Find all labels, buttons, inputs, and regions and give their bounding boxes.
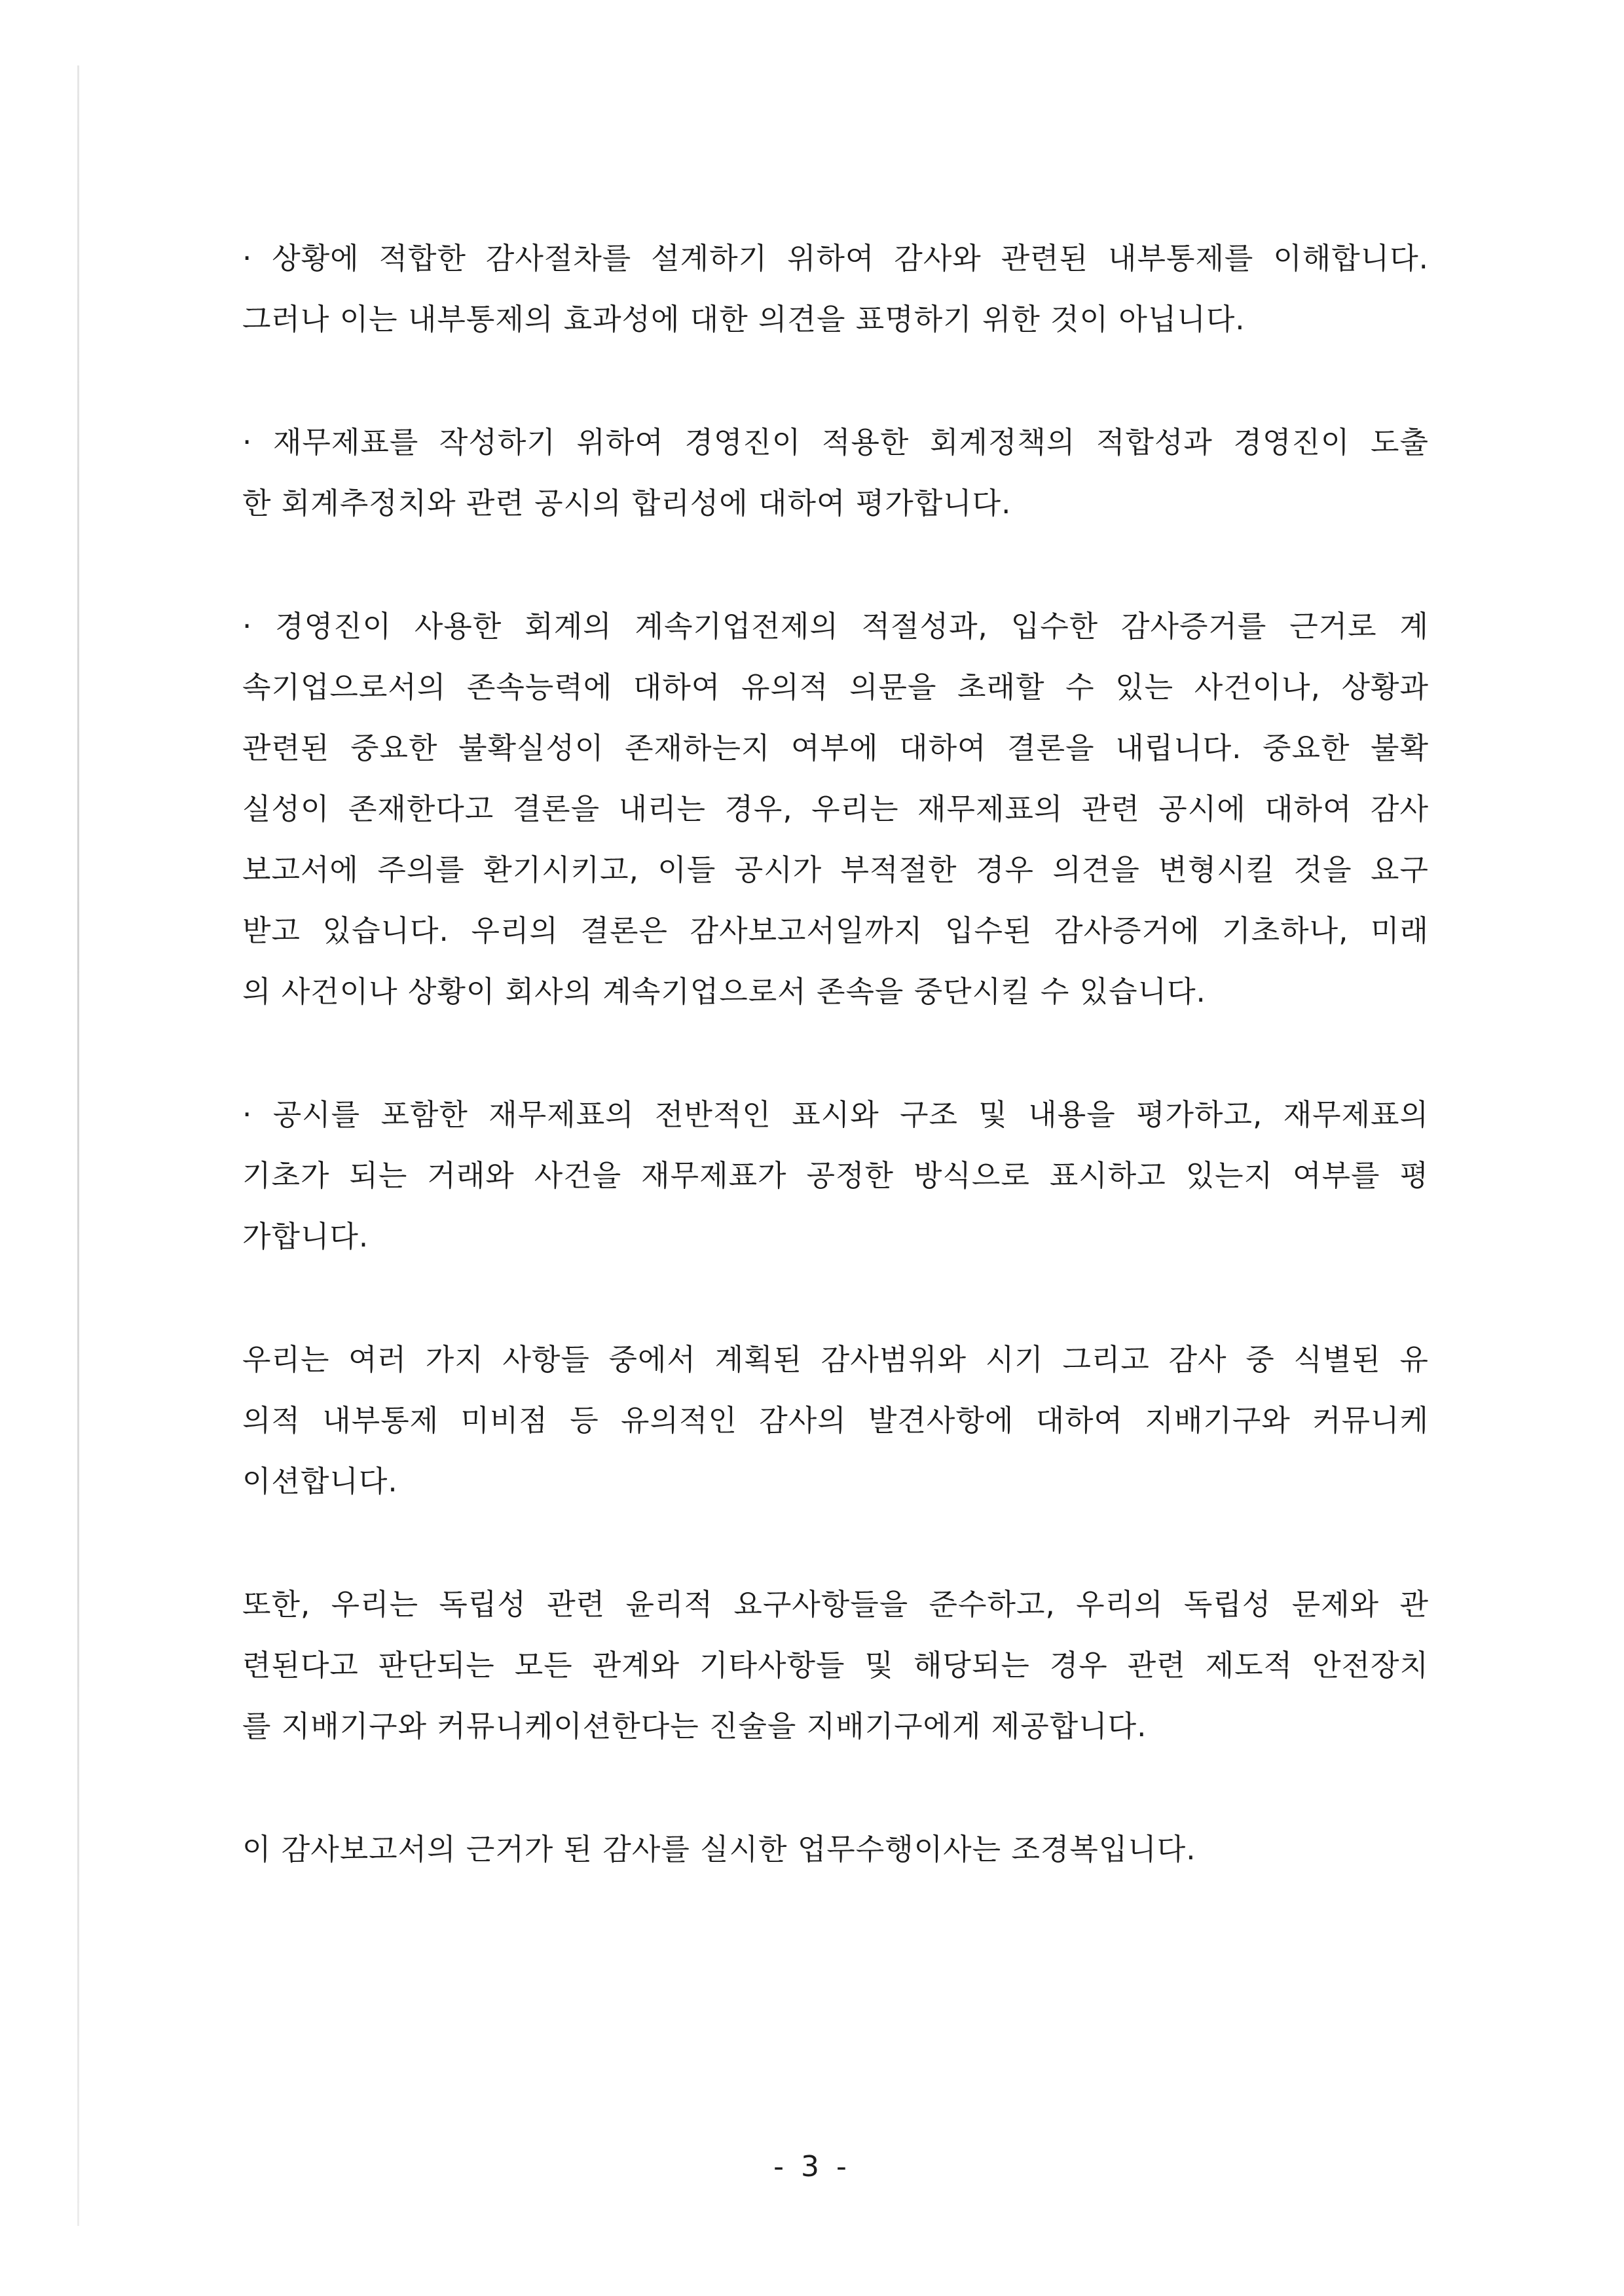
paragraph-accounting-policies: [242, 412, 1429, 534]
paragraph-independence: [242, 1574, 1429, 1757]
text-line: 그러나 이는 내부통제의 효과성에 대한 의견을 표명하기 위한 것이 아닙니다.: [242, 302, 1246, 337]
text-line: 의적 내부통제 미비점 등 유의적인 감사의 발견사항에 대하여 지배기구와 커뮤니케: [242, 1403, 1429, 1438]
text-line: 의 사건이나 상황이 회사의 계속기업으로서 존속을 중단시킬 수 있습니다.: [242, 974, 1206, 1009]
text-line: · 상황에 적합한 감사절차를 설계하기 위하여 감사와 관련된 내부통제를 이해합니다.: [242, 241, 1429, 276]
text-line: 받고 있습니다. 우리의 결론은 감사보고서일까지 입수된 감사증거에 기초하나, 미래: [242, 913, 1429, 948]
scan-edge-shadow: [77, 65, 79, 2226]
text-line: 이 감사보고서의 근거가 된 감사를 실시한 업무수행이사는 조경복입니다.: [242, 1832, 1196, 1867]
text-line: 가합니다.: [242, 1219, 369, 1254]
document-body: [242, 228, 1429, 1880]
paragraph-presentation: [242, 1084, 1429, 1267]
text-line: · 공시를 포함한 재무제표의 전반적인 표시와 구조 및 내용을 평가하고, 재무제표의: [242, 1097, 1429, 1132]
paragraph-governance-communication: [242, 1329, 1429, 1512]
text-line: 관련된 중요한 불확실성이 존재하는지 여부에 대하여 결론을 내립니다. 중요한 불확: [242, 731, 1429, 765]
paragraph-going-concern: [242, 596, 1429, 1022]
text-line: 기초가 되는 거래와 사건을 재무제표가 공정한 방식으로 표시하고 있는지 여부를 평: [242, 1158, 1429, 1193]
text-line: 를 지배기구와 커뮤니케이션한다는 진술을 지배기구에게 제공합니다.: [242, 1709, 1147, 1743]
text-line: 실성이 존재한다고 결론을 내리는 경우, 우리는 재무제표의 관련 공시에 대하여 감사: [242, 792, 1429, 826]
page-number: - 3 -: [773, 2150, 851, 2183]
text-line: 이션합니다.: [242, 1464, 398, 1499]
paragraph-internal-control: [242, 228, 1429, 350]
paragraph-engagement-partner: [242, 1819, 1429, 1880]
text-line: 한 회계추정치와 관련 공시의 합리성에 대하여 평가합니다.: [242, 486, 1012, 520]
text-line: 속기업으로서의 존속능력에 대하여 유의적 의문을 초래할 수 있는 사건이나, 상황과: [242, 670, 1429, 704]
text-line: · 경영진이 사용한 회계의 계속기업전제의 적절성과, 입수한 감사증거를 근거로 계: [242, 609, 1429, 644]
text-line: 련된다고 판단되는 모든 관계와 기타사항들 및 해당되는 경우 관련 제도적 안전장치: [242, 1648, 1429, 1683]
text-line: 우리는 여러 가지 사항들 중에서 계획된 감사범위와 시기 그리고 감사 중 식별된 유: [242, 1342, 1429, 1377]
text-line: · 재무제표를 작성하기 위하여 경영진이 적용한 회계정책의 적합성과 경영진이 도출: [242, 425, 1429, 460]
text-line: 또한, 우리는 독립성 관련 윤리적 요구사항들을 준수하고, 우리의 독립성 문제와 관: [242, 1587, 1429, 1622]
text-line: 보고서에 주의를 환기시키고, 이들 공시가 부적절한 경우 의견을 변형시킬 것을 요구: [242, 852, 1429, 887]
